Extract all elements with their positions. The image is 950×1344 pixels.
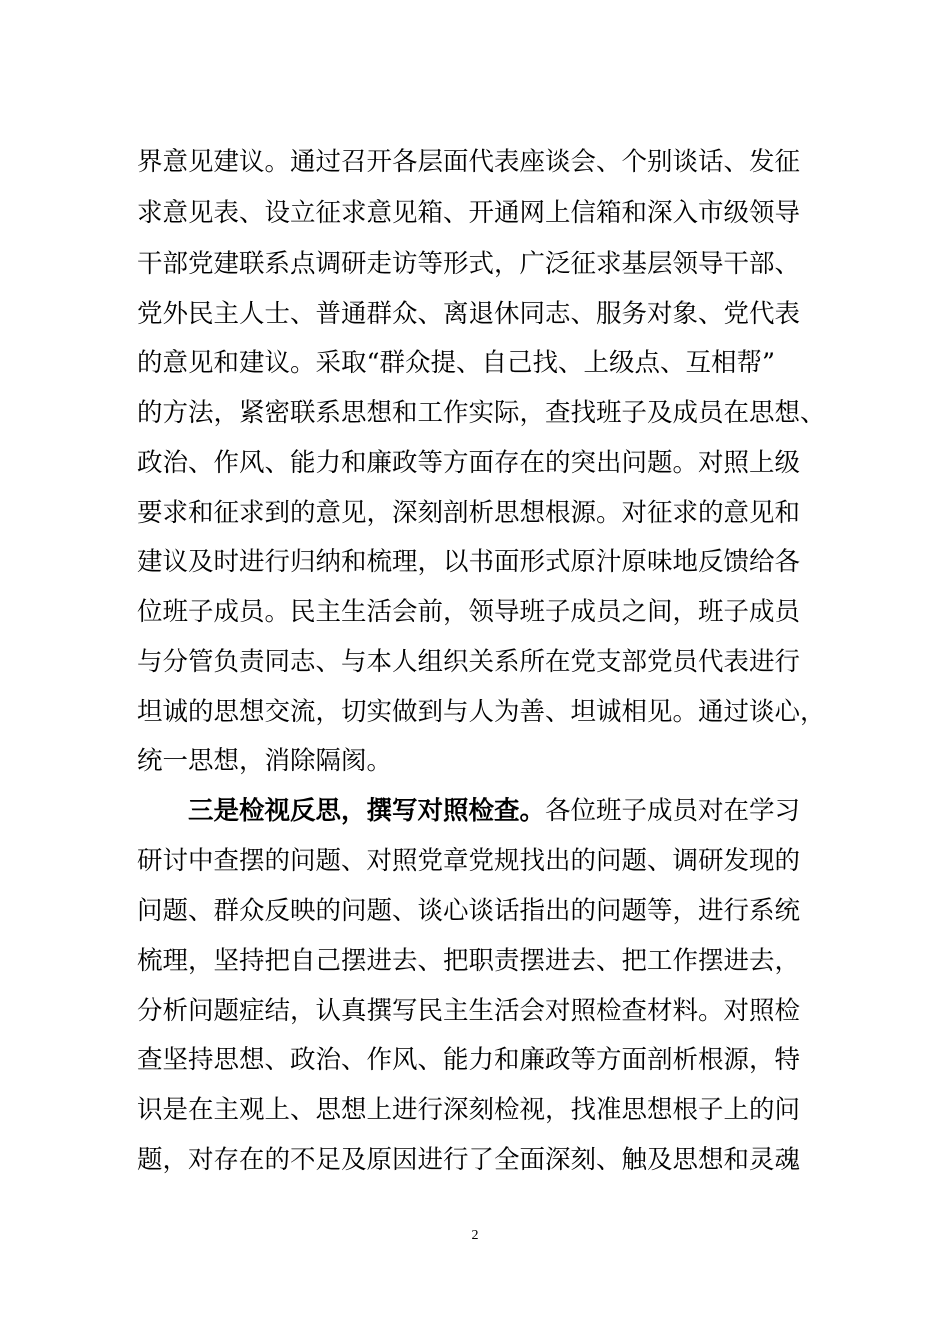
body-text-line: 统一思想，消除隔阂。 [137,746,393,776]
body-text-line: 坦诚的思想交流，切实做到与人为善、坦诚相见。通过谈心， [137,697,826,727]
body-text-line: 干部党建联系点调研走访等形式，广泛征求基层领导干部、 [137,249,801,279]
body-text-line: 分析问题症结，认真撰写民主生活会对照检查材料。对照检 [137,996,801,1026]
body-text-line: 要求和征求到的意见，深刻剖析思想根源。对征求的意见和 [137,498,801,528]
section-paragraph-first-line [188,795,800,827]
body-text-line: 题，对存在的不足及原因进行了全面深刻、触及思想和灵魂 [137,1145,801,1175]
body-text-line: 识是在主观上、思想上进行深刻检视，找准思想根子上的问 [137,1095,801,1125]
body-text-line: 与分管负责同志、与本人组织关系所在党支部党员代表进行 [137,647,801,677]
body-text-line: 的方法，紧密联系思想和工作实际，查找班子及成员在思想、 [137,398,826,428]
body-text-line: 问题、群众反映的问题、谈心谈话指出的问题等，进行系统 [137,896,801,926]
body-text-line: 政治、作风、能力和廉政等方面存在的突出问题。对照上级 [137,448,801,478]
body-text-line: 界意见建议。通过召开各层面代表座谈会、个别谈话、发征 [137,147,801,177]
section-first-line-text: 各位班子成员对在学习 [545,796,801,826]
section-heading: 三是检视反思，撰写对照检查。 [188,796,546,826]
body-text-line: 党外民主人士、普通群众、离退休同志、服务对象、党代表 [137,299,801,329]
body-text-line: 建议及时进行归纳和梳理，以书面形式原汁原味地反馈给各 [137,547,801,577]
body-text-line: 的意见和建议。采取“群众提、自己找、上级点、互相帮” [137,348,776,378]
page-number: 2 [471,1228,479,1243]
body-text-line: 查坚持思想、政治、作风、能力和廉政等方面剖析根源，特 [137,1045,801,1075]
body-text-line: 梳理，坚持把自己摆进去、把职责摆进去、把工作摆进去， [137,946,801,976]
body-text-line: 求意见表、设立征求意见箱、开通网上信箱和深入市级领导 [137,198,801,228]
body-text-line: 位班子成员。民主生活会前，领导班子成员之间，班子成员 [137,597,801,627]
body-text-line: 研讨中查摆的问题、对照党章党规找出的问题、调研发现的 [137,846,801,876]
